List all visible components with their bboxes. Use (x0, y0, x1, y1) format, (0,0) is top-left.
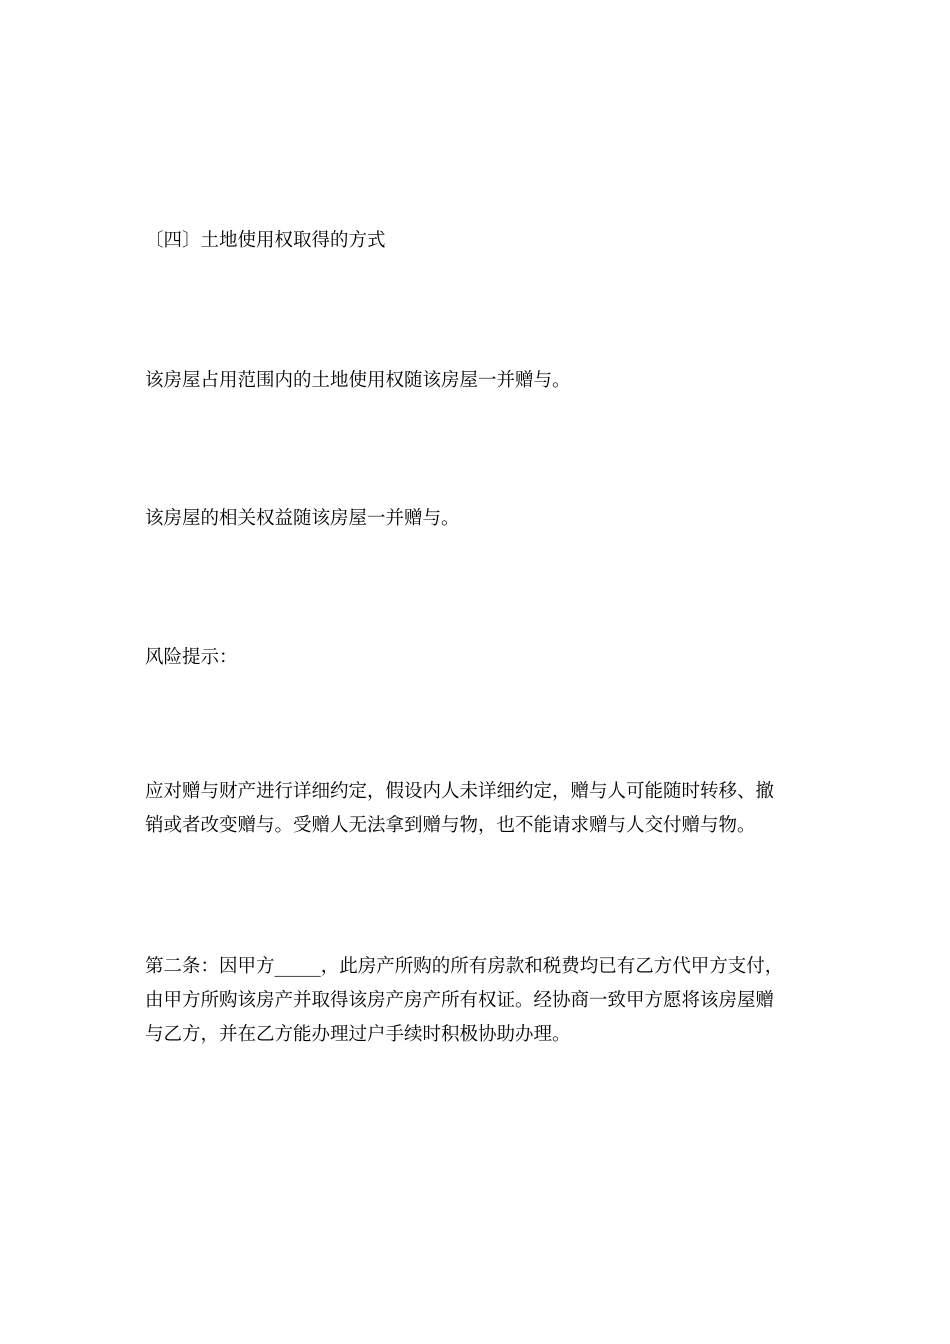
text-line: 该房屋的相关权益随该房屋一并赠与。 (145, 508, 460, 529)
text-line: 与乙方，并在乙方能办理过户手续时积极协助办理。 (145, 1024, 571, 1045)
text-line: 第二条：因甲方_____，此房产所购的所有房款和税费均已有乙方代甲方支付， (145, 956, 784, 977)
text-line: 应对赠与财产进行详细约定，假设内人未详细约定，赠与人可能随时转移、撤 (145, 781, 775, 802)
text-line: 由甲方所购该房产并取得该房产房产所有权证。经协商一致甲方愿将该房屋赠 (145, 990, 775, 1011)
paragraph-risk-notice (145, 775, 810, 843)
section-heading-land-use-right (145, 224, 810, 258)
paragraph-article-two (145, 950, 810, 1052)
paragraph-related-rights-gift (145, 502, 810, 536)
text-line: 该房屋占用范围内的土地使用权随该房屋一并赠与。 (145, 370, 571, 391)
paragraph-land-use-right-gift (145, 364, 810, 398)
risk-notice-label (145, 641, 810, 675)
text-line: 〔四〕土地使用权取得的方式 (145, 230, 386, 251)
text-line: 销或者改变赠与。受赠人无法拿到赠与物，也不能请求赠与人交付赠与物。 (145, 815, 756, 836)
text-line: 风险提示： (145, 647, 238, 668)
